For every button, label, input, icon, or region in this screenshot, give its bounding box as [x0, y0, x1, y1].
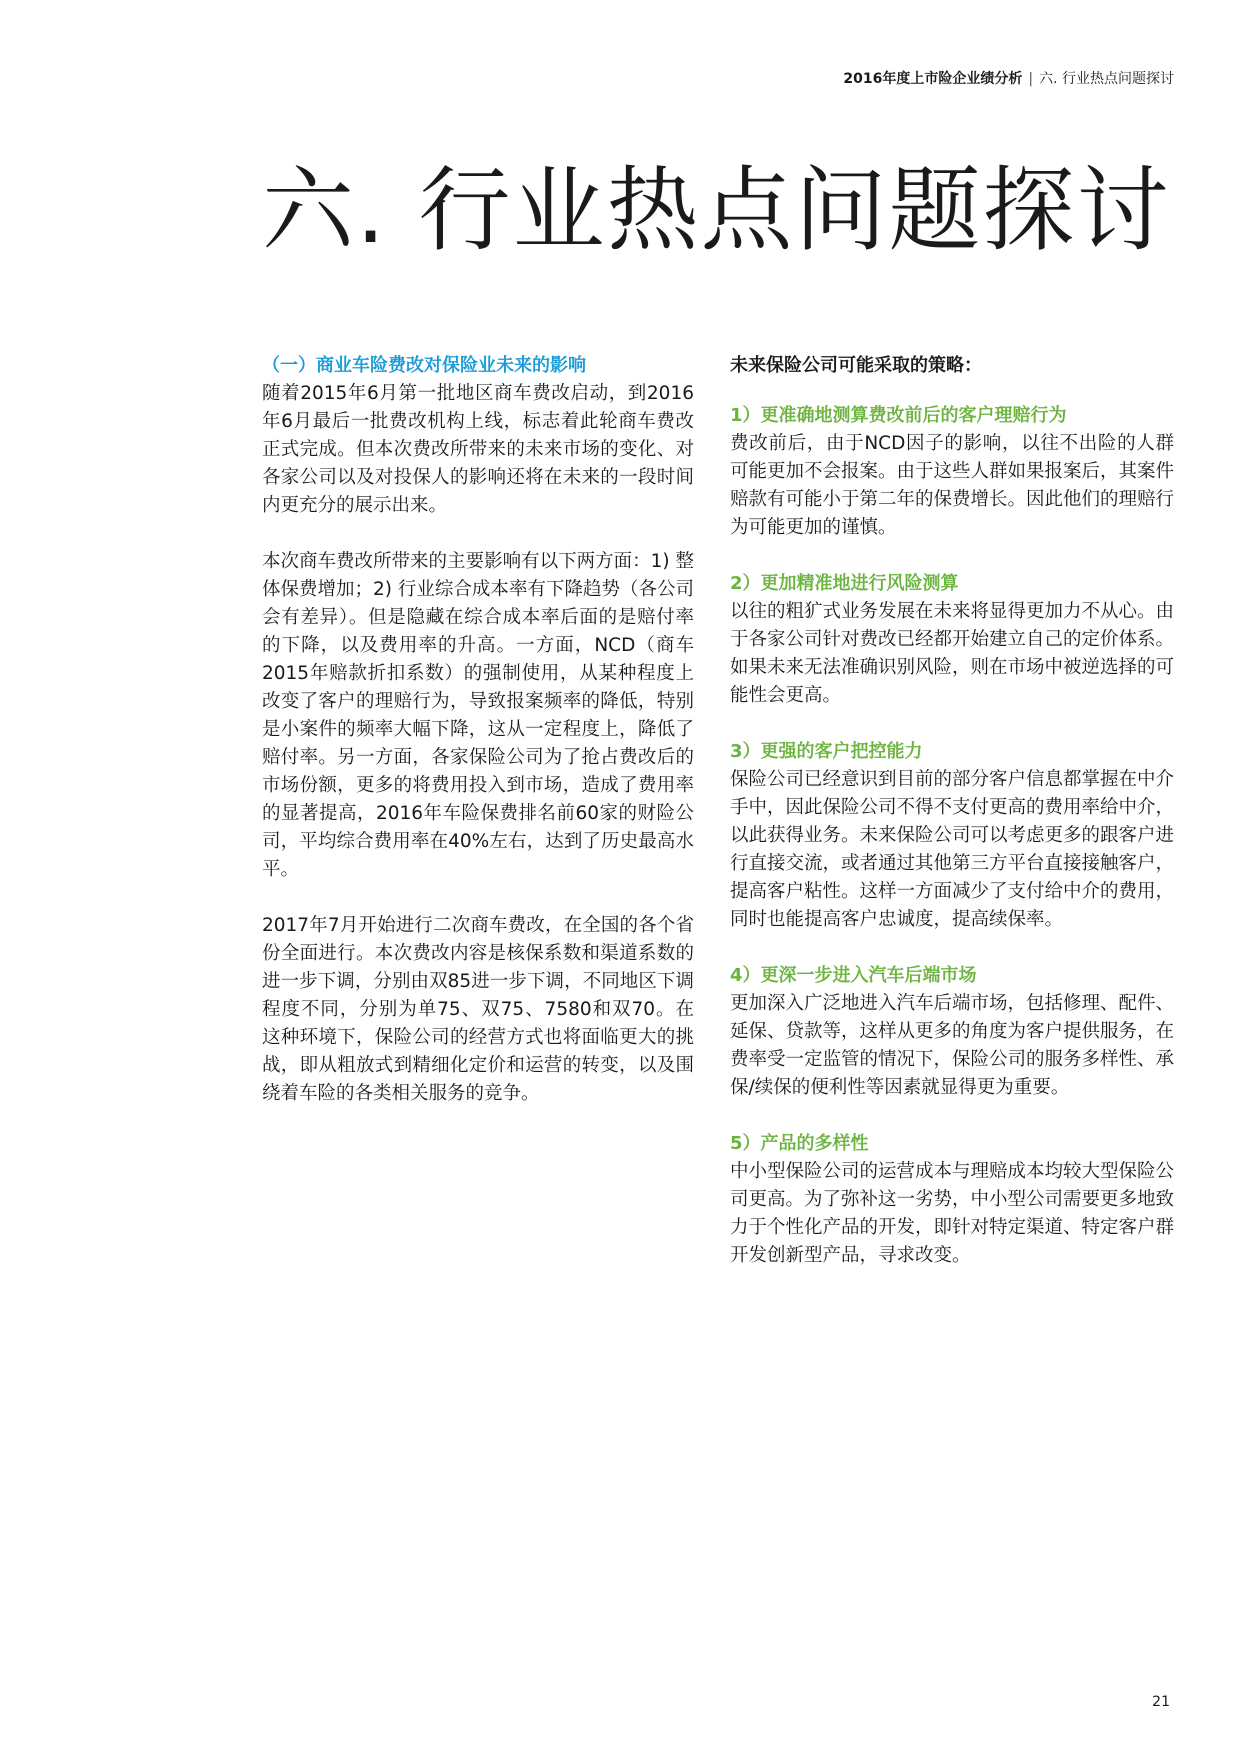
- strategy-body: 以往的粗犷式业务发展在未来将显得更加力不从心。由于各家公司针对费改已经都开始建立自己的定价体系。如果未来无法准确识别风险，则在市场中被逆选择的可能性会更高。: [730, 601, 1175, 706]
- strategy-block: [730, 570, 1174, 710]
- body-paragraph: 本次商车费改所带来的主要影响有以下两方面：1) 整体保费增加；2) 行业综合成本率有下降趋势（各公司会有差异）。但是隐藏在综合成本率后面的是赔付率的下降，以及费用率的升高。一方面，NCD（商车2015年赔款折扣系数）的强制使用，从某种程度上改变了客户的理赔行为，导致报案频率的降低，特别是小案件的频率大幅下降，这从一定程度上，降低了赔付率。另一方面，各家保险公司为了抢占费改后的市场份额，更多的将费用投入到市场，造成了费用率的显著提高，2016年车险保费排名前60家的财险公司，平均综合费用率在40%左右，达到了历史最高水平。: [262, 551, 694, 880]
- strategy-title: 3）更强的客户把控能力: [730, 741, 923, 762]
- strategy-block: [730, 1130, 1174, 1270]
- strategy-body: 费改前后，由于NCD因子的影响，以往不出险的人群可能更加不会报案。由于这些人群如果报案后，其案件赔款有可能小于第二年的保费增长。因此他们的理赔行为可能更加的谨慎。: [730, 433, 1175, 538]
- section-heading: （一）商业车险费改对保险业未来的影响: [262, 355, 586, 376]
- strategy-block: [730, 402, 1174, 542]
- running-header: [843, 68, 1174, 88]
- left-column: [262, 352, 694, 1136]
- right-column: [730, 352, 1174, 1298]
- strategy-title: 4）更深一步进入汽车后端市场: [730, 965, 977, 986]
- strategy-block: [730, 962, 1174, 1102]
- body-paragraph: 2017年7月开始进行二次商车费改，在全国的各个省份全面进行。本次费改内容是核保系数和渠道系数的进一步下调，分别由双85进一步下调，不同地区下调程度不同，分别为单75、双75、7580和双70。在这种环境下，保险公司的经营方式也将面临更大的挑战，即从粗放式到精细化定价和运营的转变，以及围绕着车险的各类相关服务的竞争。: [262, 915, 694, 1104]
- strategy-title: 2）更加精准地进行风险测算: [730, 573, 959, 594]
- strategy-title: 5）产品的多样性: [730, 1133, 869, 1154]
- running-header-doc-title: 2016年度上市险企业绩分析: [843, 71, 1023, 87]
- strategy-body: 保险公司已经意识到目前的部分客户信息都掌握在中介手中，因此保险公司不得不支付更高的费用率给中介，以此获得业务。未来保险公司可以考虑更多的跟客户进行直接交流，或者通过其他第三方平台直接接触客户，提高客户粘性。这样一方面减少了支付给中介的费用，同时也能提高客户忠诚度，提高续保率。: [730, 769, 1175, 930]
- running-header-section: 六. 行业热点问题探讨: [1039, 71, 1174, 87]
- body-paragraph: 随着2015年6月第一批地区商车费改启动，到2016年6月最后一批费改机构上线，标志着此轮商车费改正式完成。但本次费改所带来的未来市场的变化、对各家公司以及对投保人的影响还将在未来的一段时间内更充分的展示出来。: [262, 383, 694, 516]
- strategy-block: [730, 738, 1174, 934]
- page-number: 21: [1152, 1694, 1170, 1710]
- strategy-body: 更加深入广泛地进入汽车后端市场，包括修理、配件、延保、贷款等，这样从更多的角度为客户提供服务，在费率受一定监管的情况下，保险公司的服务多样性、承保/续保的便利性等因素就显得更为重要。: [730, 993, 1175, 1098]
- strategy-title: 1）更准确地测算费改前后的客户理赔行为: [730, 405, 1067, 426]
- strategy-body: 中小型保险公司的运营成本与理赔成本均较大型保险公司更高。为了弥补这一劣势，中小型公司需要更多地致力于个性化产品的开发，即针对特定渠道、特定客户群开发创新型产品，寻求改变。: [730, 1161, 1175, 1266]
- running-header-separator: |: [1028, 71, 1034, 87]
- page-title: 六. 行业热点问题探讨: [262, 157, 1171, 264]
- strategies-heading: 未来保险公司可能采取的策略：: [730, 355, 982, 376]
